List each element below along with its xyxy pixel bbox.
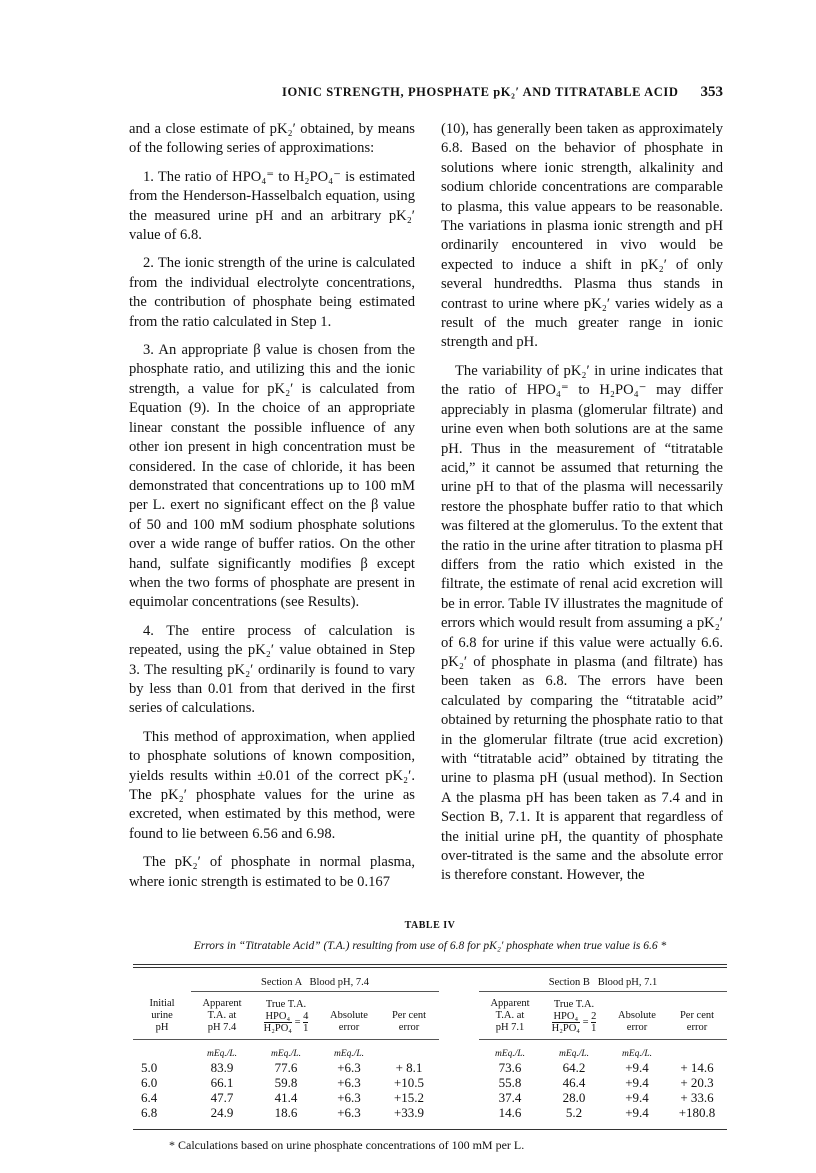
table-bottom-rule: [133, 1129, 727, 1130]
cell-b-true: 28.0: [562, 1090, 586, 1106]
table-row: [133, 1075, 727, 1090]
paragraph: (10), has generally been taken as approximately 6.8. Based on the behavior of phosphate in solutions where ionic strength, alkalinity and sodium chloride concentrations are comparable to plasma, this value appears to be reasonable. The variations in plasma ionic strength and pH ordinarily encountered in vivo would be expected to induce a shift in pK₂′ of only several hundredths. Plasma thus stands in contrast to urine where pK₂′ varies widely as a result of the much greater range in ionic strength and pH.: [441, 121, 723, 351]
table-caption: Errors in “Titratable Acid” (T.A.) resulting from use of 6.8 for pK₂′ phosphate when true value is 6.6 *: [193, 940, 667, 953]
unit-label: mEq./L.: [558, 1049, 590, 1060]
cell-b-abs: +9.4: [625, 1060, 649, 1076]
paragraph: 1. The ratio of HPO₄⁼ to H₂PO₄⁻ is estimated from the Henderson-Hasselbalch equation, using the measured urine pH and an arbitrary pK₂′ value of 6.8.: [129, 168, 415, 244]
unit-label: mEq./L.: [494, 1049, 526, 1060]
cell-a-pct: +15.2: [393, 1090, 425, 1106]
paragraph: 2. The ionic strength of the urine is calculated from the individual electrolyte concentrations, the contribution of phosphate being estimated from the ratio calculated in Step 1.: [129, 255, 415, 330]
cell-a-app: 47.7: [210, 1090, 234, 1106]
paragraph: The variability of pK₂′ in urine indicates that the ratio of HPO₄⁼ to H₂PO₄⁻ may differ appreciably in plasma (glomerular filtrate) and urine even when both solutions are at the same pH. Thus in the measurement of “titratable acid,” it cannot be assumed that returning the urine pH to that of the plasma will necessarily restore the phosphate buffer ratio to that which was filtered at the glomerulus. To the extent that the ratio in the urine after titration to plasma pH differs from the ratio which existed in the filtrate, the estimate of renal acid excretion will be in error. Table IV illustrates the magnitude of errors which would result from assuming a pK₂′ of 6.8 for urine if this value were actually 6.6. pK₂′ of phosphate in plasma (and filtrate) has been taken as 6.8. The errors have been calculated by comparing the “titratable acid” obtained by returning the phosphate ratio to that in the glomerular filtrate (true acid excretion) with “titratable acid” obtained by titrating the urine to plasma pH (usual method). In Section A the plasma pH has been taken as 7.4 and in Section B, 7.1. It is apparent that regardless of the initial urine pH, the quantity of phosphate over-titrated is the same and the absolute error is therefore constant. However, the: [441, 362, 723, 884]
unit-label: mEq./L.: [270, 1049, 302, 1060]
col-apparent-a: Apparent T.A. at pH 7.4: [191, 992, 253, 1040]
cell-b-true: 64.2: [562, 1060, 586, 1076]
table-row: [133, 1105, 727, 1120]
cell-a-true: 18.6: [274, 1105, 298, 1121]
column-headers: [133, 992, 727, 1040]
cell-b-abs: +9.4: [625, 1090, 649, 1106]
section-b-heading: Section B Blood pH, 7.1: [479, 976, 727, 992]
data-table: [133, 968, 727, 1120]
col-apparent-b: Apparent T.A. at pH 7.1: [479, 992, 541, 1040]
cell-b-pct: + 14.6: [680, 1060, 714, 1076]
cell-ph: 5.0: [141, 1060, 158, 1076]
cell-b-abs: +9.4: [625, 1075, 649, 1091]
unit-label: mEq./L.: [206, 1049, 238, 1060]
spacer-cell: [439, 1090, 479, 1105]
cell-ph: 6.4: [141, 1090, 158, 1106]
right-column: [441, 120, 723, 901]
unit-label: mEq./L.: [333, 1049, 365, 1060]
paragraph: 4. The entire process of calculation is repeated, using the pK₂′ value obtained in Step 3. The resulting pK₂′ ordinarily is found to vary by less than 0.01 from that derived in the first series of calculations.: [129, 622, 415, 717]
cell-b-app: 14.6: [498, 1105, 522, 1121]
cell-a-abs: +6.3: [337, 1075, 361, 1091]
cell-b-app: 37.4: [498, 1090, 522, 1106]
spacer-cell: [439, 1105, 479, 1120]
cell-a-app: 83.9: [210, 1060, 234, 1076]
cell-b-app: 55.8: [498, 1075, 522, 1091]
cell-a-app: 24.9: [210, 1105, 234, 1121]
col-abs-a: Absolute error: [319, 992, 379, 1040]
spacer-cell: [439, 1075, 479, 1090]
cell-ph: 6.8: [141, 1105, 158, 1121]
col-pct-a: Per cent error: [379, 992, 439, 1040]
paragraph: 3. An appropriate β value is chosen from the phosphate ratio, and utilizing this and the ionic strength, a value for pK₂′ is calculated from Equation (9). In the choice of an appropriate linear constant the possible influence of any other ion present in high concentration must be considered. In the case of chloride, it has been demonstrated that concentrations up to 100 mM per L. exert no significant effect on the β value of 50 and 100 mM sodium phosphate solutions over a wide range of buffer ratios. On the other hand, sulfate significantly modifies β except when the two forms of phosphate are present in equimolar concentrations (see Results).: [129, 342, 415, 611]
unit-label: mEq./L.: [621, 1049, 653, 1060]
cell-b-true: 46.4: [562, 1075, 586, 1091]
cell-b-pct: +180.8: [678, 1105, 716, 1121]
col-true-b: True T.A. $\frac{\text{HPO₄}}{\text{H₂PO₄}}$ = $\frac{2}{1}$: [541, 992, 607, 1040]
cell-a-pct: +10.5: [393, 1075, 425, 1091]
cell-a-app: 66.1: [210, 1075, 234, 1091]
cell-a-pct: + 8.1: [395, 1060, 423, 1076]
section-a-heading: Section A Blood pH, 7.4: [191, 976, 439, 992]
table-iv: [133, 919, 727, 1153]
cell-b-pct: + 20.3: [680, 1075, 714, 1091]
paragraph: This method of approximation, when applied to phosphate solutions of known composition, yields results within ±0.01 of the correct pK₂′. The pK₂′ phosphate values for the urine as excreted, when estimated by this method, were found to lie between 6.56 and 6.98.: [129, 728, 415, 842]
page-header: [129, 84, 723, 108]
col-initial-ph: Initial urine pH: [133, 992, 191, 1040]
cell-b-true: 5.2: [565, 1105, 583, 1121]
cell-a-true: 59.8: [274, 1075, 298, 1091]
paragraph: The pK₂′ of phosphate in normal plasma, where ionic strength is estimated to be 0.167: [129, 854, 415, 890]
col-abs-b: Absolute error: [607, 992, 667, 1040]
col-true-a: True T.A. $\frac{\text{HPO₄}}{\text{H₂PO₄}}$ = $\frac{4}{1}$: [253, 992, 319, 1040]
cell-a-pct: +33.9: [393, 1105, 425, 1121]
page: [129, 0, 723, 1173]
paragraph: and a close estimate of pK₂′ obtained, by means of the following series of approximations:: [129, 121, 415, 157]
cell-b-pct: + 33.6: [680, 1090, 714, 1106]
cell-b-abs: +9.4: [625, 1105, 649, 1121]
cell-a-abs: +6.3: [337, 1090, 361, 1106]
cell-a-abs: +6.3: [337, 1060, 361, 1076]
running-title: IONIC STRENGTH, PHOSPHATE pK₂′ AND TITRATABLE ACID: [282, 85, 679, 99]
table-title: TABLE IV: [404, 920, 456, 932]
left-column: [129, 120, 415, 901]
page-number: 353: [700, 84, 723, 100]
cell-a-true: 41.4: [274, 1090, 298, 1106]
col-pct-b: Per cent error: [667, 992, 727, 1040]
table-footnote: * Calculations based on urine phosphate concentrations of 100 mM per L.: [169, 1138, 525, 1153]
units-row: [133, 1040, 727, 1061]
body-columns: [129, 120, 723, 901]
cell-a-true: 77.6: [274, 1060, 298, 1076]
cell-ph: 6.0: [141, 1075, 158, 1091]
table-row: [133, 1090, 727, 1105]
cell-a-abs: +6.3: [337, 1105, 361, 1121]
cell-b-app: 73.6: [498, 1060, 522, 1076]
